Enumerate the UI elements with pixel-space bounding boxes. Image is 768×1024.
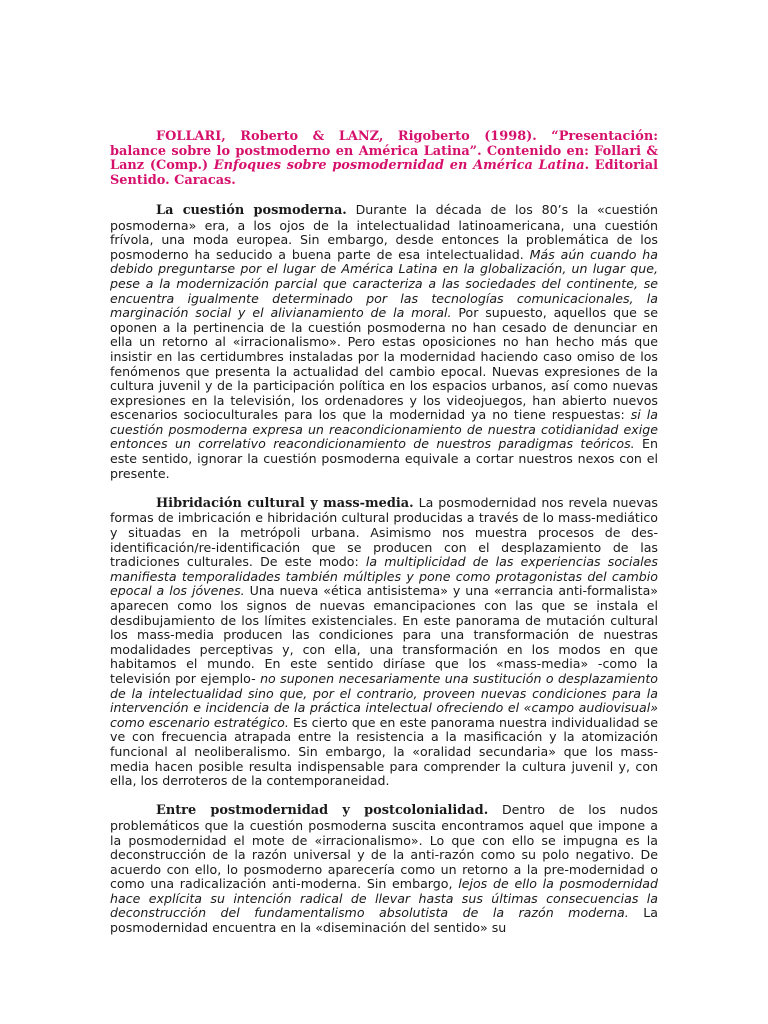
section-heading: Entre postmodernidad y postcolonialidad.: [156, 803, 489, 819]
section-heading: Hibridación cultural y mass-media.: [156, 495, 414, 511]
citation-book-title: Enfoques sobre posmodernidad en América Latina: [213, 158, 585, 174]
paragraph-text: La posmodernidad nos revela nuevas formas de imbricación e hibridación cultural producidas a través de lo mass-mediático y situadas en la metrópoli urbana. Asimismo nos muestra procesos de des-identificación/re-identificación que se producen con el desplazamiento de las tradiciones culturales. De este modo:: [110, 494, 658, 570]
citation-publisher: . Editorial Sentido. Caracas.: [110, 158, 659, 188]
paragraph-italic: Más aún cuando ha debido preguntarse por el lugar de América Latina en la globalización, un lugar que, pese a la modernización parcial que caracteriza a las sociedades del continente, se encuentra igualmente determinado por las tecnologías comunicacionales, la marginación social y el alivianamiento de la moral.: [110, 246, 659, 321]
paragraph-text: Dentro de los nudos problemáticos que la cuestión posmoderna suscita encontramos aquel que impone a la posmodernidad el mote de «irracionalismo». Lo que con ello se impugna es la deconstrucción de la razón universal y de la anti-razón como su polo negativo. De acuerdo con ello, lo posmoderno aparecería como un retorno a la pre-modernidad o como una radicalización anti-moderna. Sin embargo,: [110, 802, 658, 892]
paragraph-italic: no suponen necesariamente una sustitución o desplazamiento de la intelectualidad sino que, por el contrario, proveen nuevas condiciones para la intervención e incidencia de la práctica intelectual ofreciendo el «campo audiovisual» como escenario estratégico.: [110, 670, 659, 730]
text-column: [110, 130, 658, 950]
section-paragraph: [110, 496, 658, 789]
paragraph-text: En este sentido, ignorar la cuestión posmoderna equivale a cortar nuestros nexos con el presente.: [110, 436, 658, 481]
paragraph-italic: la multiplicidad de las experiencias sociales manifiesta temporalidades también múltiples y pone como protagonistas del cambio epocal a los jóvenes.: [110, 554, 658, 599]
section-heading: La cuestión posmoderna.: [156, 202, 347, 218]
paragraph-text: La posmodernidad encuentra en la «diseminación del sentido» su: [110, 905, 658, 936]
bibliographic-citation: [110, 130, 658, 188]
paragraph-italic: si la cuestión posmoderna expresa un reacondicionamiento de nuestra cotidianidad exige entonces un correlativo reacondicionamiento de nuestros paradigmas teóricos.: [110, 407, 658, 452]
paragraph-text: Una nueva «ética antisistema» y una «errancia anti-formalista» aparecen como los signos de nuevas emancipaciones con las que se instala el desdibujamiento de los límites existenciales. En este panorama de mutación cultural los mass-media producen las condiciones para una transformación de nuestras modalidades perceptivas y, con ella, una transformación en los modos en que habitamos el mundo. En este sentido diríase que los «mass-media» -como la televisión por ejemplo-: [110, 583, 658, 686]
section-paragraph: [110, 803, 658, 935]
citation-authors: FOLLARI, Roberto & LANZ, Rigoberto (1998). “Presentación: balance sobre lo postmoderno en América Latina”. Contenido en: Follari & Lanz (Comp.): [110, 129, 658, 174]
paragraph-italic: lejos de ello la posmodernidad hace explícita su intención radical de llevar hasta sus últimas consecuencias la deconstrucción del fundamentalismo absolutista de la razón moderna.: [110, 876, 658, 921]
paragraph-text: Por supuesto, aquellos que se oponen a la pertinencia de la cuestión posmoderna no han cesado de denunciar en ella un retorno al «irracionalismo». Pero estas oposiciones no han hecho más que insistir en las certidumbres instaladas por la modernidad haciendo caso omiso de los fenómenos que presenta la actualidad del cambio epocal. Nuevas expresiones de la cultura juvenil y de la participación política en los espacios urbanos, así como nuevas expresiones en la televisión, los ordenadores y los videojuegos, han abierto nuevos escenarios socioculturales para los que la modernidad ya no tiene respuestas:: [110, 305, 658, 423]
paragraph-text: Durante la década de los 80’s la «cuestión posmoderna» era, a los ojos de la intelectualidad latinoamericana, una cuestión frívola, una moda europea. Sin embargo, desde entonces la problemática de los posmoderno ha seducido a buena parte de esa intelectualidad.: [110, 201, 659, 262]
paragraph-text: Es cierto que en este panorama nuestra individualidad se ve con frecuencia atrapada entre la resistencia a la masificación y la atomización funcional al neoliberalismo. Sin embargo, la «oralidad secundaria» que los mass-media hacen posible resulta indispensable para comprender la cultura juvenil y, con ella, los derroteros de la contemporaneidad.: [110, 714, 658, 789]
section-paragraph: [110, 203, 658, 481]
